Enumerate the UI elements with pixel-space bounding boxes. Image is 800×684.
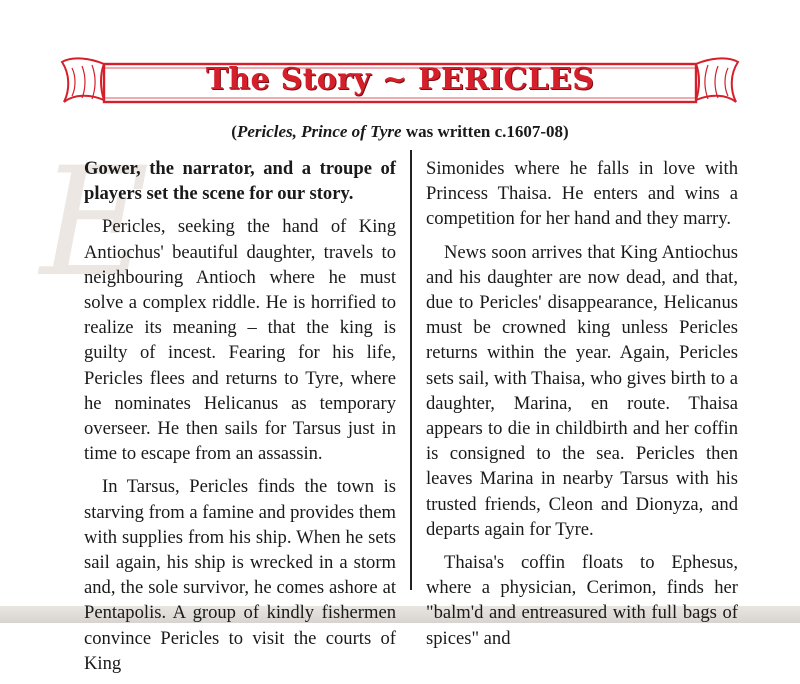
decorative-drop-letter: E — [40, 136, 150, 310]
subtitle-play-title: Pericles, Prince of Tyre — [236, 122, 402, 141]
paragraph-news: News soon arrives that King Antiochus and his daughter are now dead, and that, due to Pericles' disappearance, Helicanus must be crowned king unless Pericles returns within the year. Again, Pericles sets sail, with Thaisa, who gives birth to a daughter, Marina, en route. Thaisa appears to die in childbirth and her coffin is consigned to the sea. Pericles then leaves Marina in nearby Tarsus with his trusted friends, Cleon and Dionyza, and departs again for Tyre. — [426, 241, 738, 540]
column-divider — [410, 150, 412, 590]
title-banner — [60, 54, 740, 112]
lead-paragraph: Gower, the narrator, and a troupe of players set the scene for our story. — [84, 158, 396, 205]
paragraph-ephesus: Thaisa's coffin floats to Ephesus, where a physician, Cerimon, finds her "balm'd and entreasured with full bags of spices" and — [426, 552, 738, 649]
left-column — [84, 156, 396, 684]
page-title: The Story ~ PERICLES — [205, 62, 595, 97]
paragraph-antioch: Pericles, seeking the hand of King Antiochus' beautiful daughter, travels to neighbouring Antioch where he must solve a complex riddle. He is horrified to realize its meaning – that the king is guilty of incest. Fearing for his life, Pericles flees and returns to Tyre, where he nominates Helicanus as temporary overseer. He then sails for Tarsus just in time to escape from an assassin. — [84, 216, 396, 465]
paragraph-simonides: Simonides where he falls in love with Princess Thaisa. He enters and wins a competition for her hand and they marry. — [426, 158, 738, 230]
right-column — [426, 156, 738, 659]
subtitle-date: was written c.1607-08) — [401, 122, 569, 141]
paragraph-tarsus: In Tarsus, Pericles finds the town is starving from a famine and provides them with supplies from his ship. When he sets sail again, his ship is wrecked in a storm and, the sole survivor, he comes ashore at Pentapolis. A group of kindly fishermen convince Pericles to visit the courts of King — [84, 476, 396, 674]
subtitle-open: ( — [231, 122, 237, 141]
